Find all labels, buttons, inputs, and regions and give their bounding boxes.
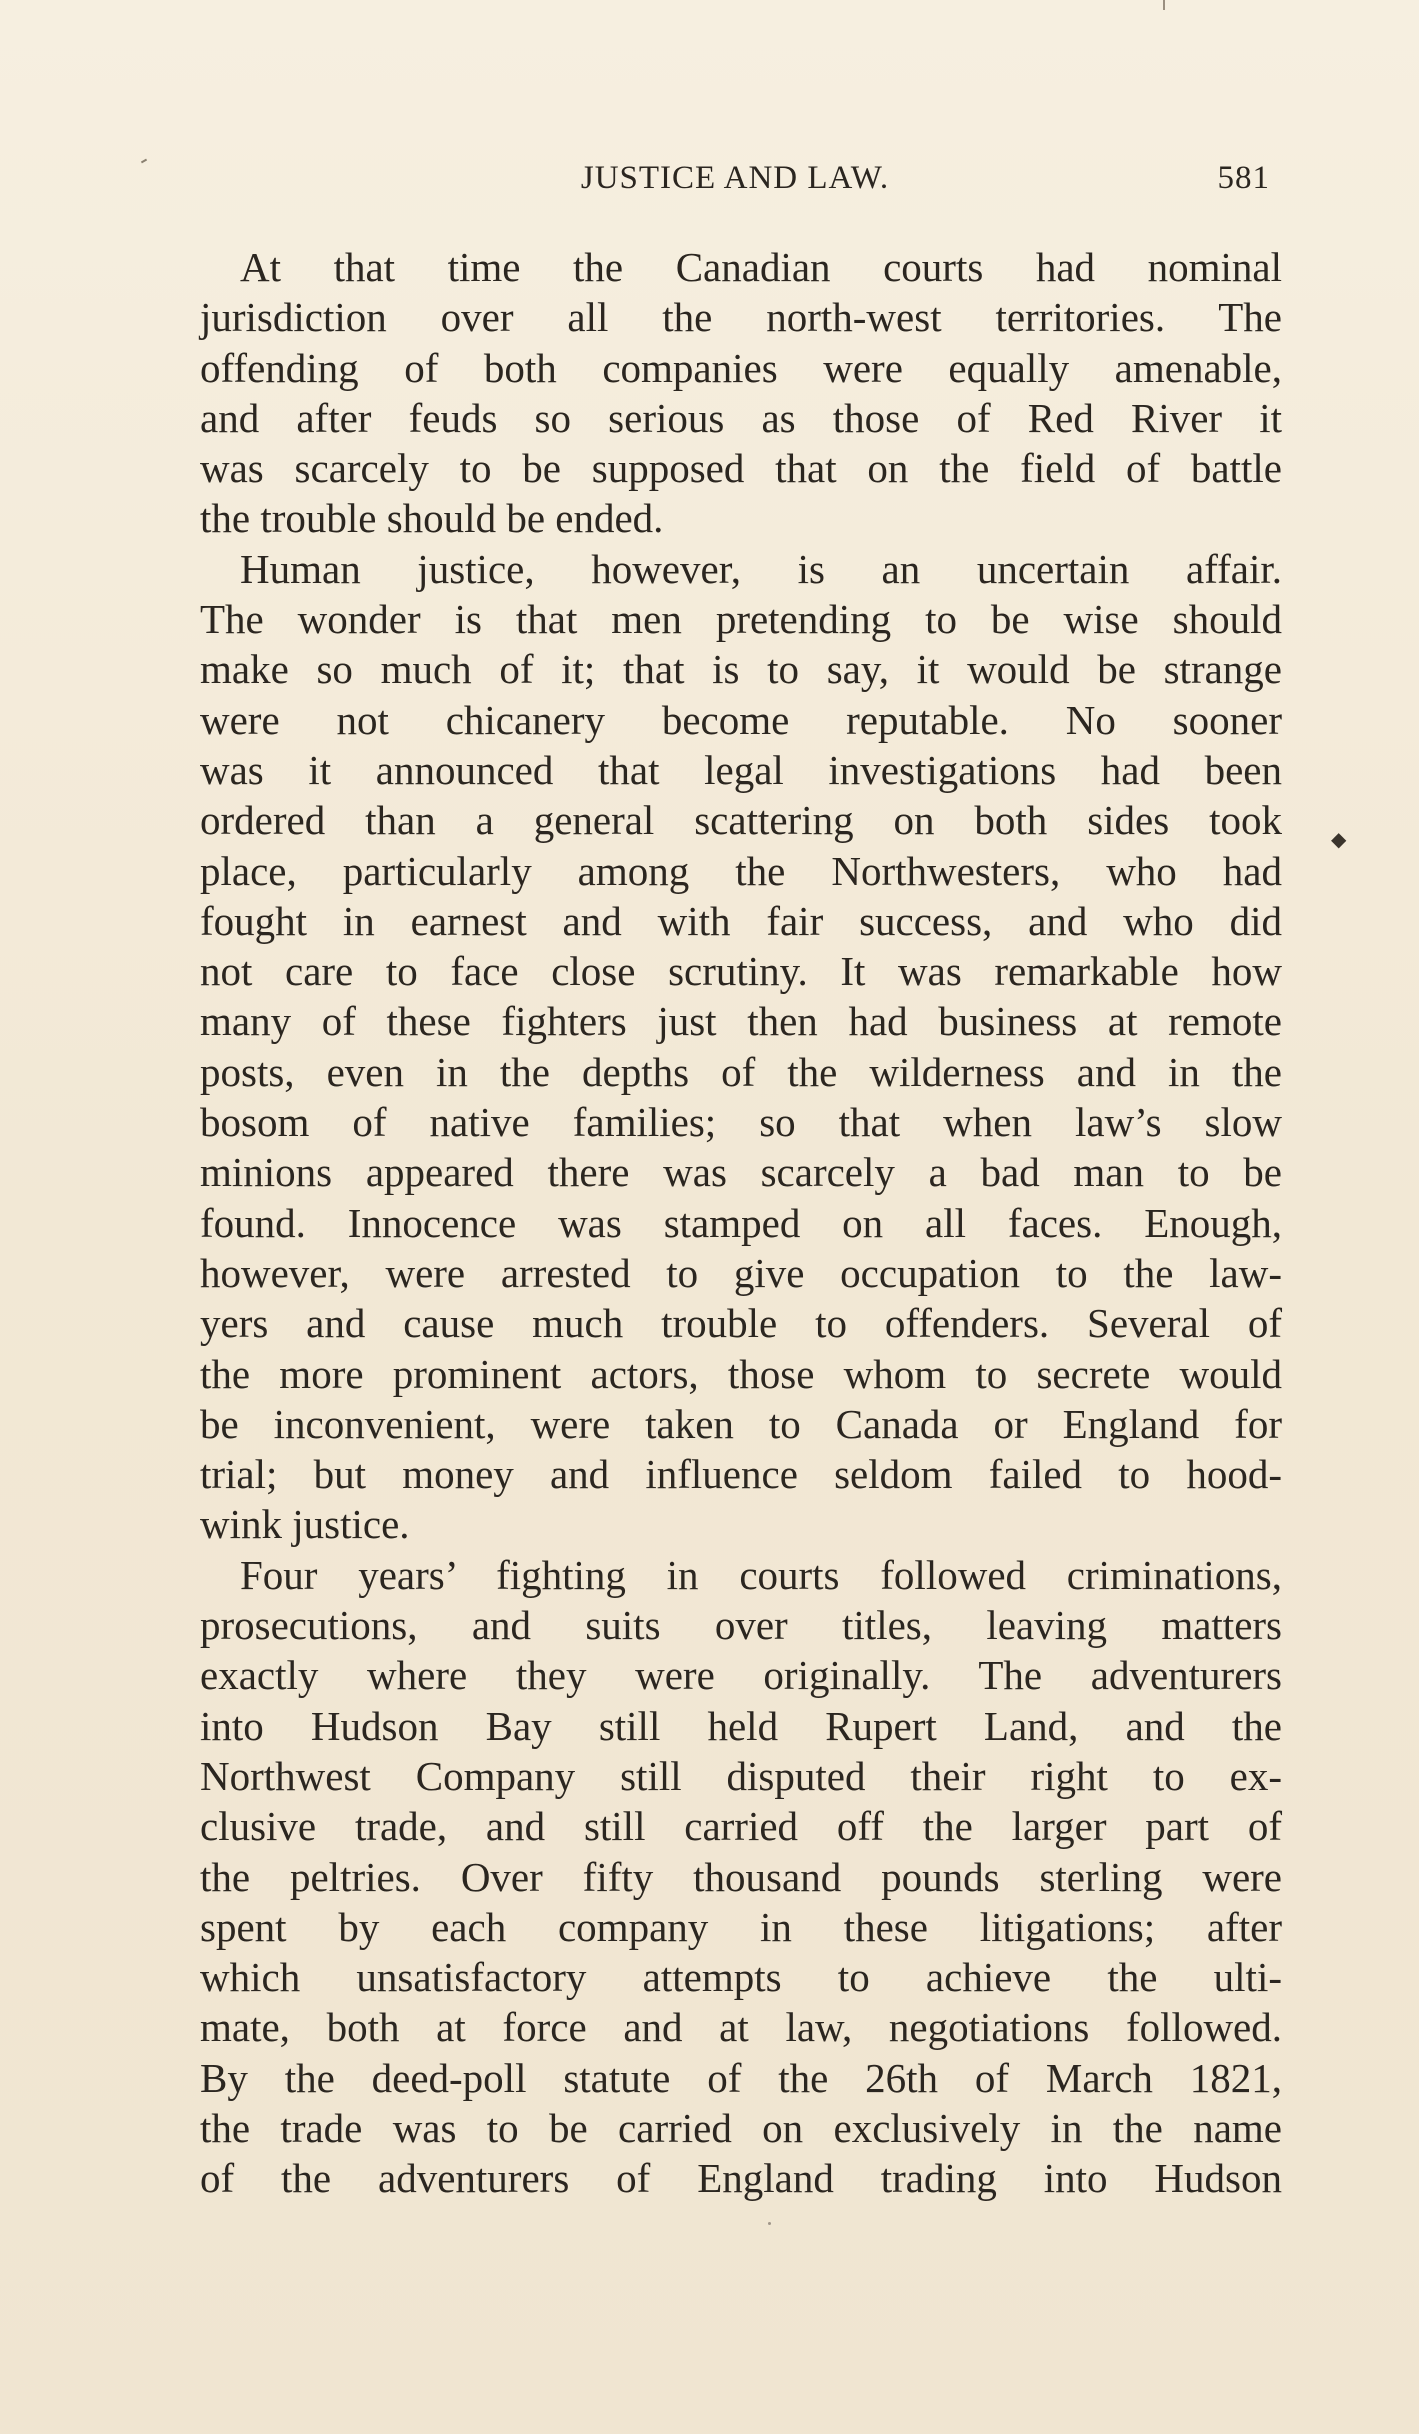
text-line: however, were arrested to give occupation to the law-: [200, 1249, 1282, 1296]
text-line: posts, even in the depths of the wilderness and in the: [200, 1048, 1282, 1095]
text-line: By the deed-poll statute of the 26th of March 1821,: [200, 2054, 1282, 2101]
text-line: place, particularly among the Northwesters, who had: [200, 847, 1282, 894]
text-line: of the adventurers of England trading into Hudson: [200, 2155, 1282, 2202]
text-line: spent by each company in these litigations; after: [200, 1903, 1282, 1950]
text-line: was it announced that legal investigations had been: [200, 746, 1282, 793]
text-line: found. Innocence was stamped on all faces. Enough,: [200, 1199, 1282, 1246]
text-line: fought in earnest and with fair success, and who did: [200, 897, 1282, 944]
text-line: the peltries. Over fifty thousand pounds sterling were: [200, 1853, 1282, 1900]
text-line: The wonder is that men pretending to be wise should: [200, 596, 1282, 643]
text-line: Human justice, however, is an uncertain affair.: [240, 545, 1282, 592]
text-line: trial; but money and influence seldom failed to hood-: [200, 1451, 1282, 1498]
text-line: be inconvenient, were taken to Canada or England for: [200, 1400, 1282, 1447]
scan-mark-left: [141, 159, 147, 164]
text-line: yers and cause much trouble to offenders. Several of: [200, 1300, 1282, 1347]
scan-mark-top: [1163, 0, 1165, 10]
text-line: into Hudson Bay still held Rupert Land, and the: [200, 1702, 1282, 1749]
text-line: which unsatisfactory attempts to achieve the ulti-: [200, 1954, 1282, 2001]
text-line: offending of both companies were equally amenable,: [200, 344, 1282, 391]
text-line: ordered than a general scattering on both sides took: [200, 797, 1282, 844]
text-line: and after feuds so serious as those of Red River it: [200, 394, 1282, 441]
page-number: 581: [1217, 160, 1270, 196]
text-line: wink justice.: [200, 1501, 410, 1548]
running-head: [200, 160, 1270, 204]
text-line: minions appeared there was scarcely a bad man to be: [200, 1149, 1282, 1196]
text-line: exactly where they were originally. The adventurers: [200, 1652, 1282, 1699]
text-line: clusive trade, and still carried off the larger part of: [200, 1803, 1282, 1850]
text-line: was scarcely to be supposed that on the field of battle: [200, 445, 1282, 492]
text-line: many of these fighters just then had business at remote: [200, 998, 1282, 1045]
text-line: prosecutions, and suits over titles, leaving matters: [200, 1602, 1282, 1649]
text-line: Northwest Company still disputed their right to ex-: [200, 1752, 1282, 1799]
text-line: jurisdiction over all the north-west territories. The: [200, 294, 1282, 341]
text-line: the trouble should be ended.: [200, 495, 664, 542]
text-line: were not chicanery become reputable. No sooner: [200, 696, 1282, 743]
scan-mark-bottom: [768, 2222, 771, 2225]
text-line: the trade was to be carried on exclusively in the name: [200, 2104, 1282, 2151]
running-title: JUSTICE AND LAW.: [580, 160, 890, 196]
text-line: make so much of it; that is to say, it would be strange: [200, 646, 1282, 693]
margin-mark-icon: ◆: [1331, 827, 1347, 851]
text-line: At that time the Canadian courts had nominal: [240, 244, 1282, 290]
text-line: mate, both at force and at law, negotiations followed.: [200, 2004, 1282, 2051]
text-line: Four years’ fighting in courts followed criminations,: [240, 1551, 1282, 1598]
text-line: the more prominent actors, those whom to secrete would: [200, 1350, 1282, 1397]
body-text: [200, 242, 1282, 2204]
text-line: not care to face close scrutiny. It was remarkable how: [200, 948, 1282, 995]
text-line: bosom of native families; so that when law’s slow: [200, 1099, 1282, 1146]
